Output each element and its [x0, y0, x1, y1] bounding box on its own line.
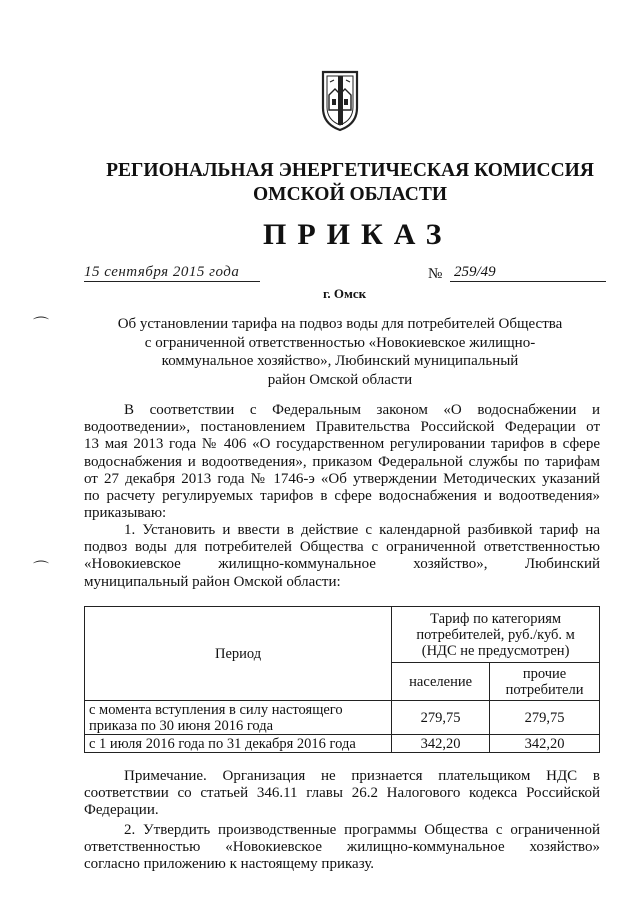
subject-line: район Омской области — [267, 371, 413, 388]
period-line: с 1 июля 2016 года по 31 декабря 2016 года — [89, 735, 356, 752]
period-line: с момента вступления в силу настоящего — [89, 701, 343, 718]
preamble-line: приказываю: — [84, 505, 167, 522]
other-tariff-cell: 279,75 — [490, 701, 600, 735]
table-row — [85, 701, 600, 735]
table-row — [85, 735, 600, 753]
other-consumers-column-header — [490, 663, 600, 701]
tariff-header-line: (НДС не предусмотрен) — [421, 642, 570, 659]
tariff-header — [392, 607, 600, 663]
tariff-table — [84, 606, 600, 753]
org-name-line1: РЕГИОНАЛЬНАЯ ЭНЕРГЕТИЧЕСКАЯ КОМИССИЯ — [106, 160, 594, 181]
handwritten-order-number: 259/49 — [450, 264, 606, 282]
other-header-line: потребители — [505, 681, 584, 698]
preamble-line: 13 мая 2013 года № 406 «О государственном регулировании тарифов в сфере — [84, 436, 600, 453]
preamble-line: водоотведении», постановлением Правительства Российской Федерации от — [84, 419, 600, 436]
hole-punch-mark-icon: ⌒ — [33, 317, 50, 334]
item-1-paragraph — [84, 522, 600, 591]
order-subject — [110, 315, 570, 389]
note-line: Федерации. — [84, 802, 159, 819]
tariff-header-line: Тариф по категориям — [430, 610, 562, 627]
city-label: г. Омск — [323, 286, 367, 301]
period-header: Период — [85, 607, 392, 701]
preamble-line: В соответствии с Федеральным законом «О водоснабжении и — [124, 402, 600, 418]
population-tariff-cell: 279,75 — [392, 701, 490, 735]
population-tariff-cell: 342,20 — [392, 735, 490, 753]
item-1-line: 1. Установить и ввести в действие с календарной разбивкой тариф на — [124, 522, 600, 538]
note-line: соответствии со статьей 346.11 главы 26.2 Налогового кодекса Российской — [84, 785, 600, 802]
item-2-line: 2. Утвердить производственные программы Общества с ограниченной — [124, 822, 600, 838]
org-name-line2: ОМСКОЙ ОБЛАСТИ — [253, 184, 447, 205]
hole-punch-mark-icon: ⌒ — [33, 561, 50, 578]
period-cell — [85, 701, 392, 735]
subject-line: коммунальное хозяйство», Любинский муниципальный — [161, 353, 519, 369]
item-1-line: подвоз воды для потребителей Общества с ограниченной ответственностью — [84, 539, 600, 556]
population-column-header: население — [392, 663, 490, 701]
other-header-line: прочие — [522, 665, 567, 682]
note-paragraph — [84, 768, 600, 820]
item-1-line: муниципальный район Омской области: — [84, 573, 341, 590]
preamble-line: по расчету регулируемых тарифов в сфере водоснабжения и водоотведения» — [84, 488, 600, 505]
item-2-line: согласно приложению к настоящему приказу. — [84, 856, 375, 873]
number-label: № — [428, 266, 443, 282]
subject-line: с ограниченной ответственностью «Новокиевское жилищно- — [144, 334, 536, 351]
item-1-line: «Новокиевское жилищно-коммунальное хозяйство», Любинский — [84, 556, 600, 573]
period-cell — [85, 735, 392, 753]
document-type-title: ПРИКАЗ — [263, 218, 453, 251]
preamble-line: водоснабжения и водоотведения», приказом Федеральной службы по тарифам — [84, 453, 600, 470]
coat-of-arms-icon — [320, 70, 360, 132]
item-2-line: ответственностью «Новокиевское жилищно-коммунальное хозяйство» — [84, 839, 600, 856]
item-2-paragraph — [84, 822, 600, 874]
preamble-line: от 27 декабря 2013 года № 1746-э «Об утверждении Методических указаний — [84, 470, 600, 487]
preamble-paragraph — [84, 402, 600, 522]
tariff-header-line: потребителей, руб./куб. м — [416, 626, 575, 643]
note-line: Примечание. Организация не признается плательщиком НДС в — [124, 768, 600, 784]
subject-line: Об установлении тарифа на подвоз воды для потребителей Общества — [117, 316, 563, 332]
period-line: приказа по 30 июня 2016 года — [89, 717, 274, 734]
handwritten-date: 15 сентября 2015 года — [84, 264, 260, 282]
other-tariff-cell: 342,20 — [490, 735, 600, 753]
